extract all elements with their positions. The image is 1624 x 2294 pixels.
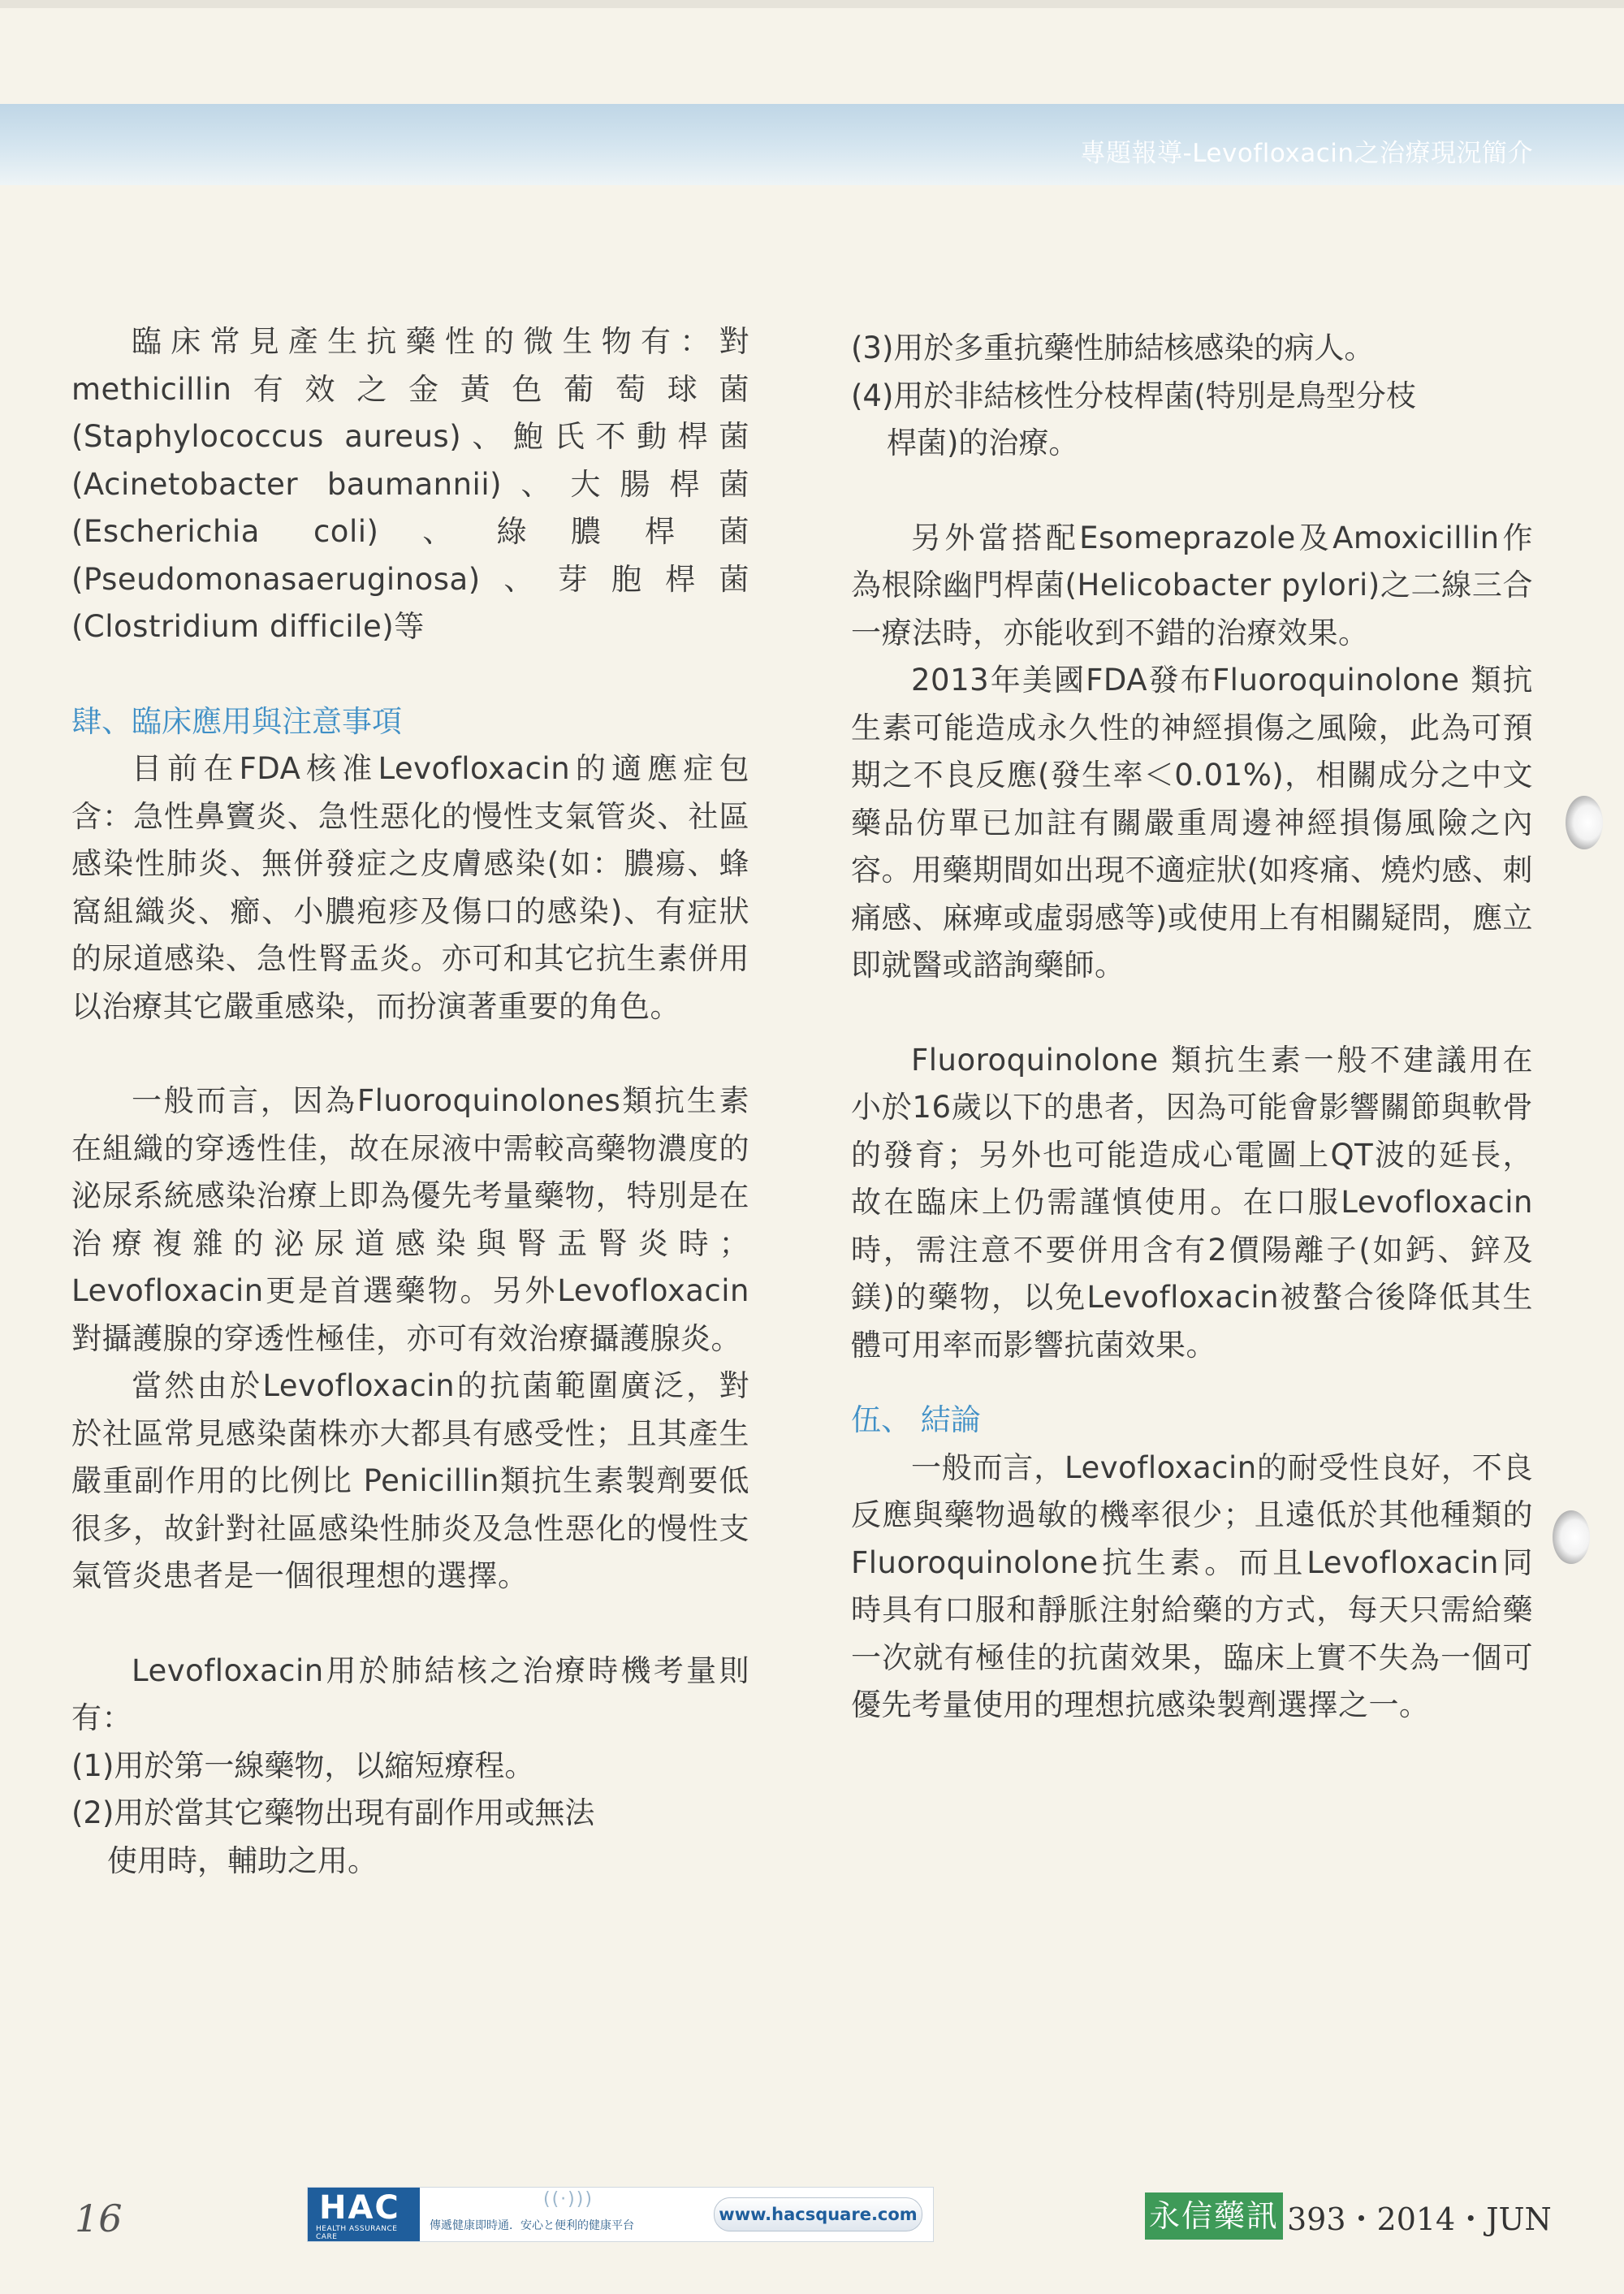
hac-logo-icon: HAC HEALTH ASSURANCE CARE [308,2188,420,2241]
list-item: (3)用於多重抗藥性肺結核感染的病人。 [851,330,1375,365]
right-column [851,325,1533,1730]
section-heading-conclusion: 伍、 結論 [851,1402,981,1437]
punch-hole [1566,796,1603,849]
paragraph-conclusion: 一般而言，Levofloxacin的耐受性良好，不良反應與藥物過敏的機率很少；且遠低於其他種類的Fluoroquinolone抗生素。而且Levofloxacin同時具有口服和靜脈注射給藥的方式，每天只需給藥一次就有極佳的抗菌效果，臨床上實不失為一個可優先考量使用的理想抗感染製劑選擇之一。 [851,1449,1534,1722]
paragraph-community-infection: 當然由於Levofloxacin的抗菌範圍廣泛，對於社區常見感染菌株亦大都具有感受性；且其產生嚴重副作用的比例比 Penicillin類抗生素製劑要低很多，故針對社區感染性肺炎及急性惡化的慢性支氣管炎患者是一個很理想的選擇。 [71,1368,750,1593]
section-heading-clinical-use: 肆、臨床應用與注意事項 [71,703,402,739]
publication-brand: 永信藥訊 [1145,2192,1283,2240]
list-item: (1)用於第一線藥物，以縮短療程。 [71,1748,535,1783]
left-column [71,318,749,1885]
signal-wave-icon: ((·))) [543,2189,594,2210]
hac-url-link[interactable]: www.hacsquare.com [714,2197,922,2231]
punch-hole [1553,1510,1590,1564]
page-number: 16 [75,2197,123,2240]
paragraph-helicobacter: 另外當搭配Esomeprazole及Amoxicillin作為根除幽門桿菌(Helicobacter pylori)之二線三合一療法時，亦能收到不錯的治療效果。 [851,520,1533,650]
page-header-title: 專題報導-Levofloxacin之治療現況簡介 [1080,139,1533,168]
list-item: (4)用於非結核性分枝桿菌(特別是鳥型分枝 桿菌)的治療。 [851,378,1416,460]
hac-ad-banner[interactable] [307,2187,934,2242]
paragraph-fda-warning: 2013年美國FDA發布Fluoroquinolone 類抗生素可能造成永久性的神經損傷之風險，此為可預期之不良反應(發生率＜0.01%)，相關成分之中文藥品仿單已加註有關嚴重周邊神經損傷風險之內容。用藥期間如出現不適症狀(如疼痛、燒灼感、刺痛感、麻痺或虛弱感等)或使用上有相關疑問，應立即就醫或諮詢藥師。 [851,663,1534,983]
paragraph-urinary-tract: 一般而言，因為Fluoroquinolones類抗生素在組織的穿透性佳，故在尿液中需較高藥物濃度的泌尿系統感染治療上即為優先考量藥物，特別是在治療複雜的泌尿道感染與腎盂腎炎時；Levofloxacin更是首選藥物。另外Levofloxacin對攝護腺的穿透性極佳，亦可有效治療攝護腺炎。 [71,1083,750,1356]
paragraph-pediatric-caution: Fluoroquinolone 類抗生素一般不建議用在小於16歲以下的患者，因為可能會影響關節與軟骨的發育；另外也可能造成心電圖上QT波的延長，故在臨床上仍需謹慎使用。在口服Levofloxacin時，需注意不要併用含有2價陽離子(如鈣、鋅及鎂)的藥物，以免Levofloxacin被螯合後降低其生體可用率而影響抗菌效果。 [851,1042,1533,1363]
paragraph-tuberculosis: Levofloxacin用於肺結核之治療時機考量則有： [71,1652,749,1735]
list-item: (2)用於當其它藥物出現有副作用或無法 使用時，輔助之用。 [71,1795,595,1878]
top-edge [0,0,1624,8]
paragraph-fda-indications: 目前在FDA核准Levofloxacin的適應症包含：急性鼻竇炎、急性惡化的慢性支氣管炎、社區感染性肺炎、無併發症之皮膚感染(如：膿瘍、蜂窩組織炎、癤、小膿疱疹及傷口的感染)、有症狀的尿道感染、急性腎盂炎。亦可和其它抗生素併用以治療其它嚴重感染，而扮演著重要的角色。 [71,751,750,1024]
hac-slogan: 傳遞健康即時通．安心と便利的健康平台 [430,2219,634,2232]
paragraph-resistant-microbes: 臨床常見產生抗藥性的微生物有：對methicillin有效之金黃色葡萄球菌(Staphylococcus aureus)、鮑氏不動桿菌(Acinetobacter baumannii)、大腸桿菌(Escherichia coli)、綠膿桿菌 (Pseudomonasaeruginosa)、芽胞桿菌(Clostridium difficile)等 [71,324,749,644]
issue-info: 393・2014・JUN [1287,2201,1552,2237]
